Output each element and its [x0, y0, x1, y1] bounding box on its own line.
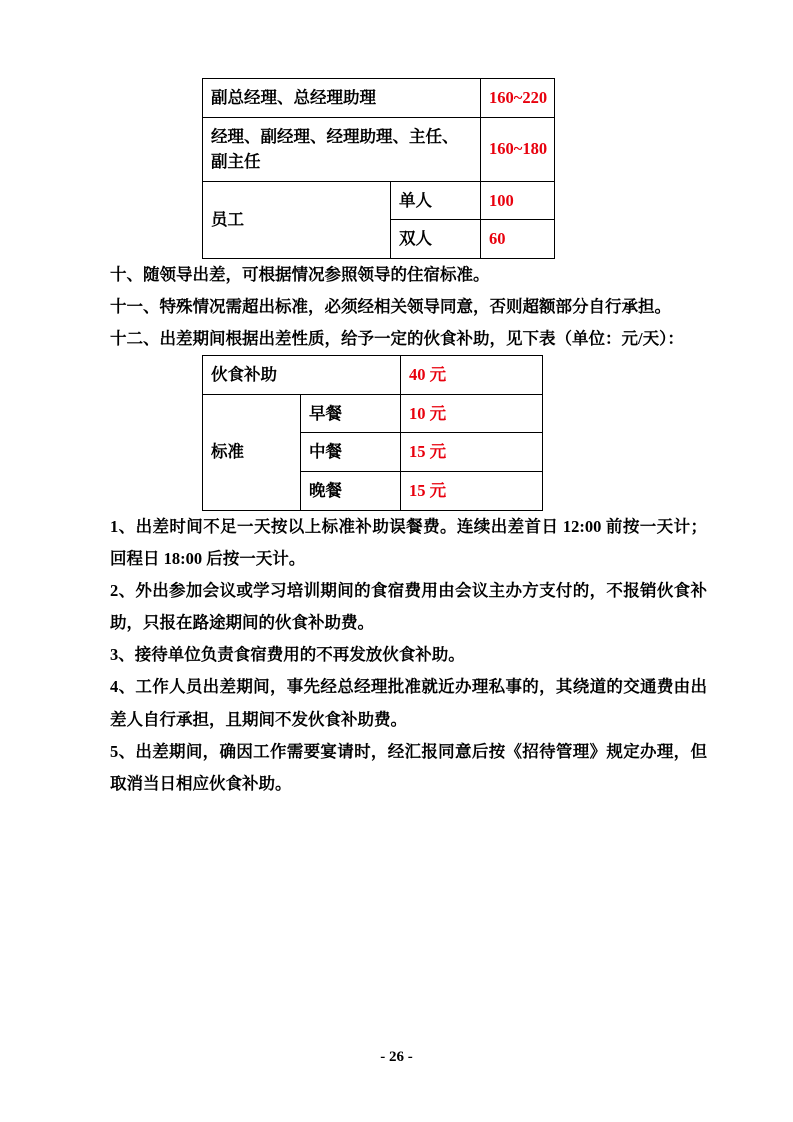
meal-standard-label: 标准 [203, 394, 301, 510]
paragraph-item-10: 十、随领导出差，可根据情况参照领导的住宿标准。 [110, 264, 490, 284]
meal-allowance-amount: 40 元 [401, 356, 543, 395]
staff-double-label: 双人 [391, 220, 481, 259]
role-label-manager: 经理、副经理、经理助理、主任、副主任 [203, 117, 481, 181]
dinner-label: 晚餐 [301, 472, 401, 511]
table-row [203, 394, 543, 433]
breakfast-label: 早餐 [301, 394, 401, 433]
paragraph-item-11: 十一、特殊情况需超出标准，必须经相关领导同意，否则超额部分自行承担。 [110, 296, 671, 316]
paragraph-item-12: 十二、出差期间根据出差性质，给予一定的伙食补助，见下表（单位：元/天）： [110, 329, 684, 349]
table-row [203, 356, 543, 395]
lunch-amount: 15 元 [401, 433, 543, 472]
table-row [203, 117, 555, 181]
staff-single-label: 单人 [391, 181, 481, 220]
paragraph-note-2: 2、外出参加会议或学习培训期间的食宿费用由会议主办方支付的，不报销伙食补助，只报在路途期间的伙食补助费。 [110, 580, 707, 633]
paragraph-note-3: 3、接待单位负责食宿费用的不再发放伙食补助。 [110, 645, 465, 665]
table-row [203, 181, 555, 220]
paragraph-note-5: 5、出差期间，确因工作需要宴请时，经汇报同意后按《招待管理》规定办理，但取消当日相应伙食补助。 [110, 741, 707, 793]
paragraph-note-1: 1、出差时间不足一天按以上标准补助误餐费。连续出差首日 12:00 前按一天计；回程日 18:00 后按一天计。 [110, 516, 707, 568]
dinner-amount: 15 元 [401, 472, 543, 511]
lodging-standard-table [202, 78, 555, 259]
breakfast-amount: 10 元 [401, 394, 543, 433]
staff-double-amount: 60 [481, 220, 555, 259]
staff-single-amount: 100 [481, 181, 555, 220]
table-row [203, 79, 555, 118]
role-label-staff: 员工 [203, 181, 391, 258]
paragraph-note-4: 4、工作人员出差期间，事先经总经理批准就近办理私事的，其绕道的交通费由出差人自行承担，且期间不发伙食补助费。 [110, 677, 707, 729]
page-number-footer: - 26 - [380, 1049, 413, 1065]
amount-manager: 160~180 [481, 117, 555, 181]
lunch-label: 中餐 [301, 433, 401, 472]
meal-allowance-table [202, 355, 543, 510]
amount-vice-gm: 160~220 [481, 79, 555, 118]
meal-allowance-label: 伙食补助 [203, 356, 401, 395]
role-label-vice-gm: 副总经理、总经理助理 [203, 79, 481, 118]
